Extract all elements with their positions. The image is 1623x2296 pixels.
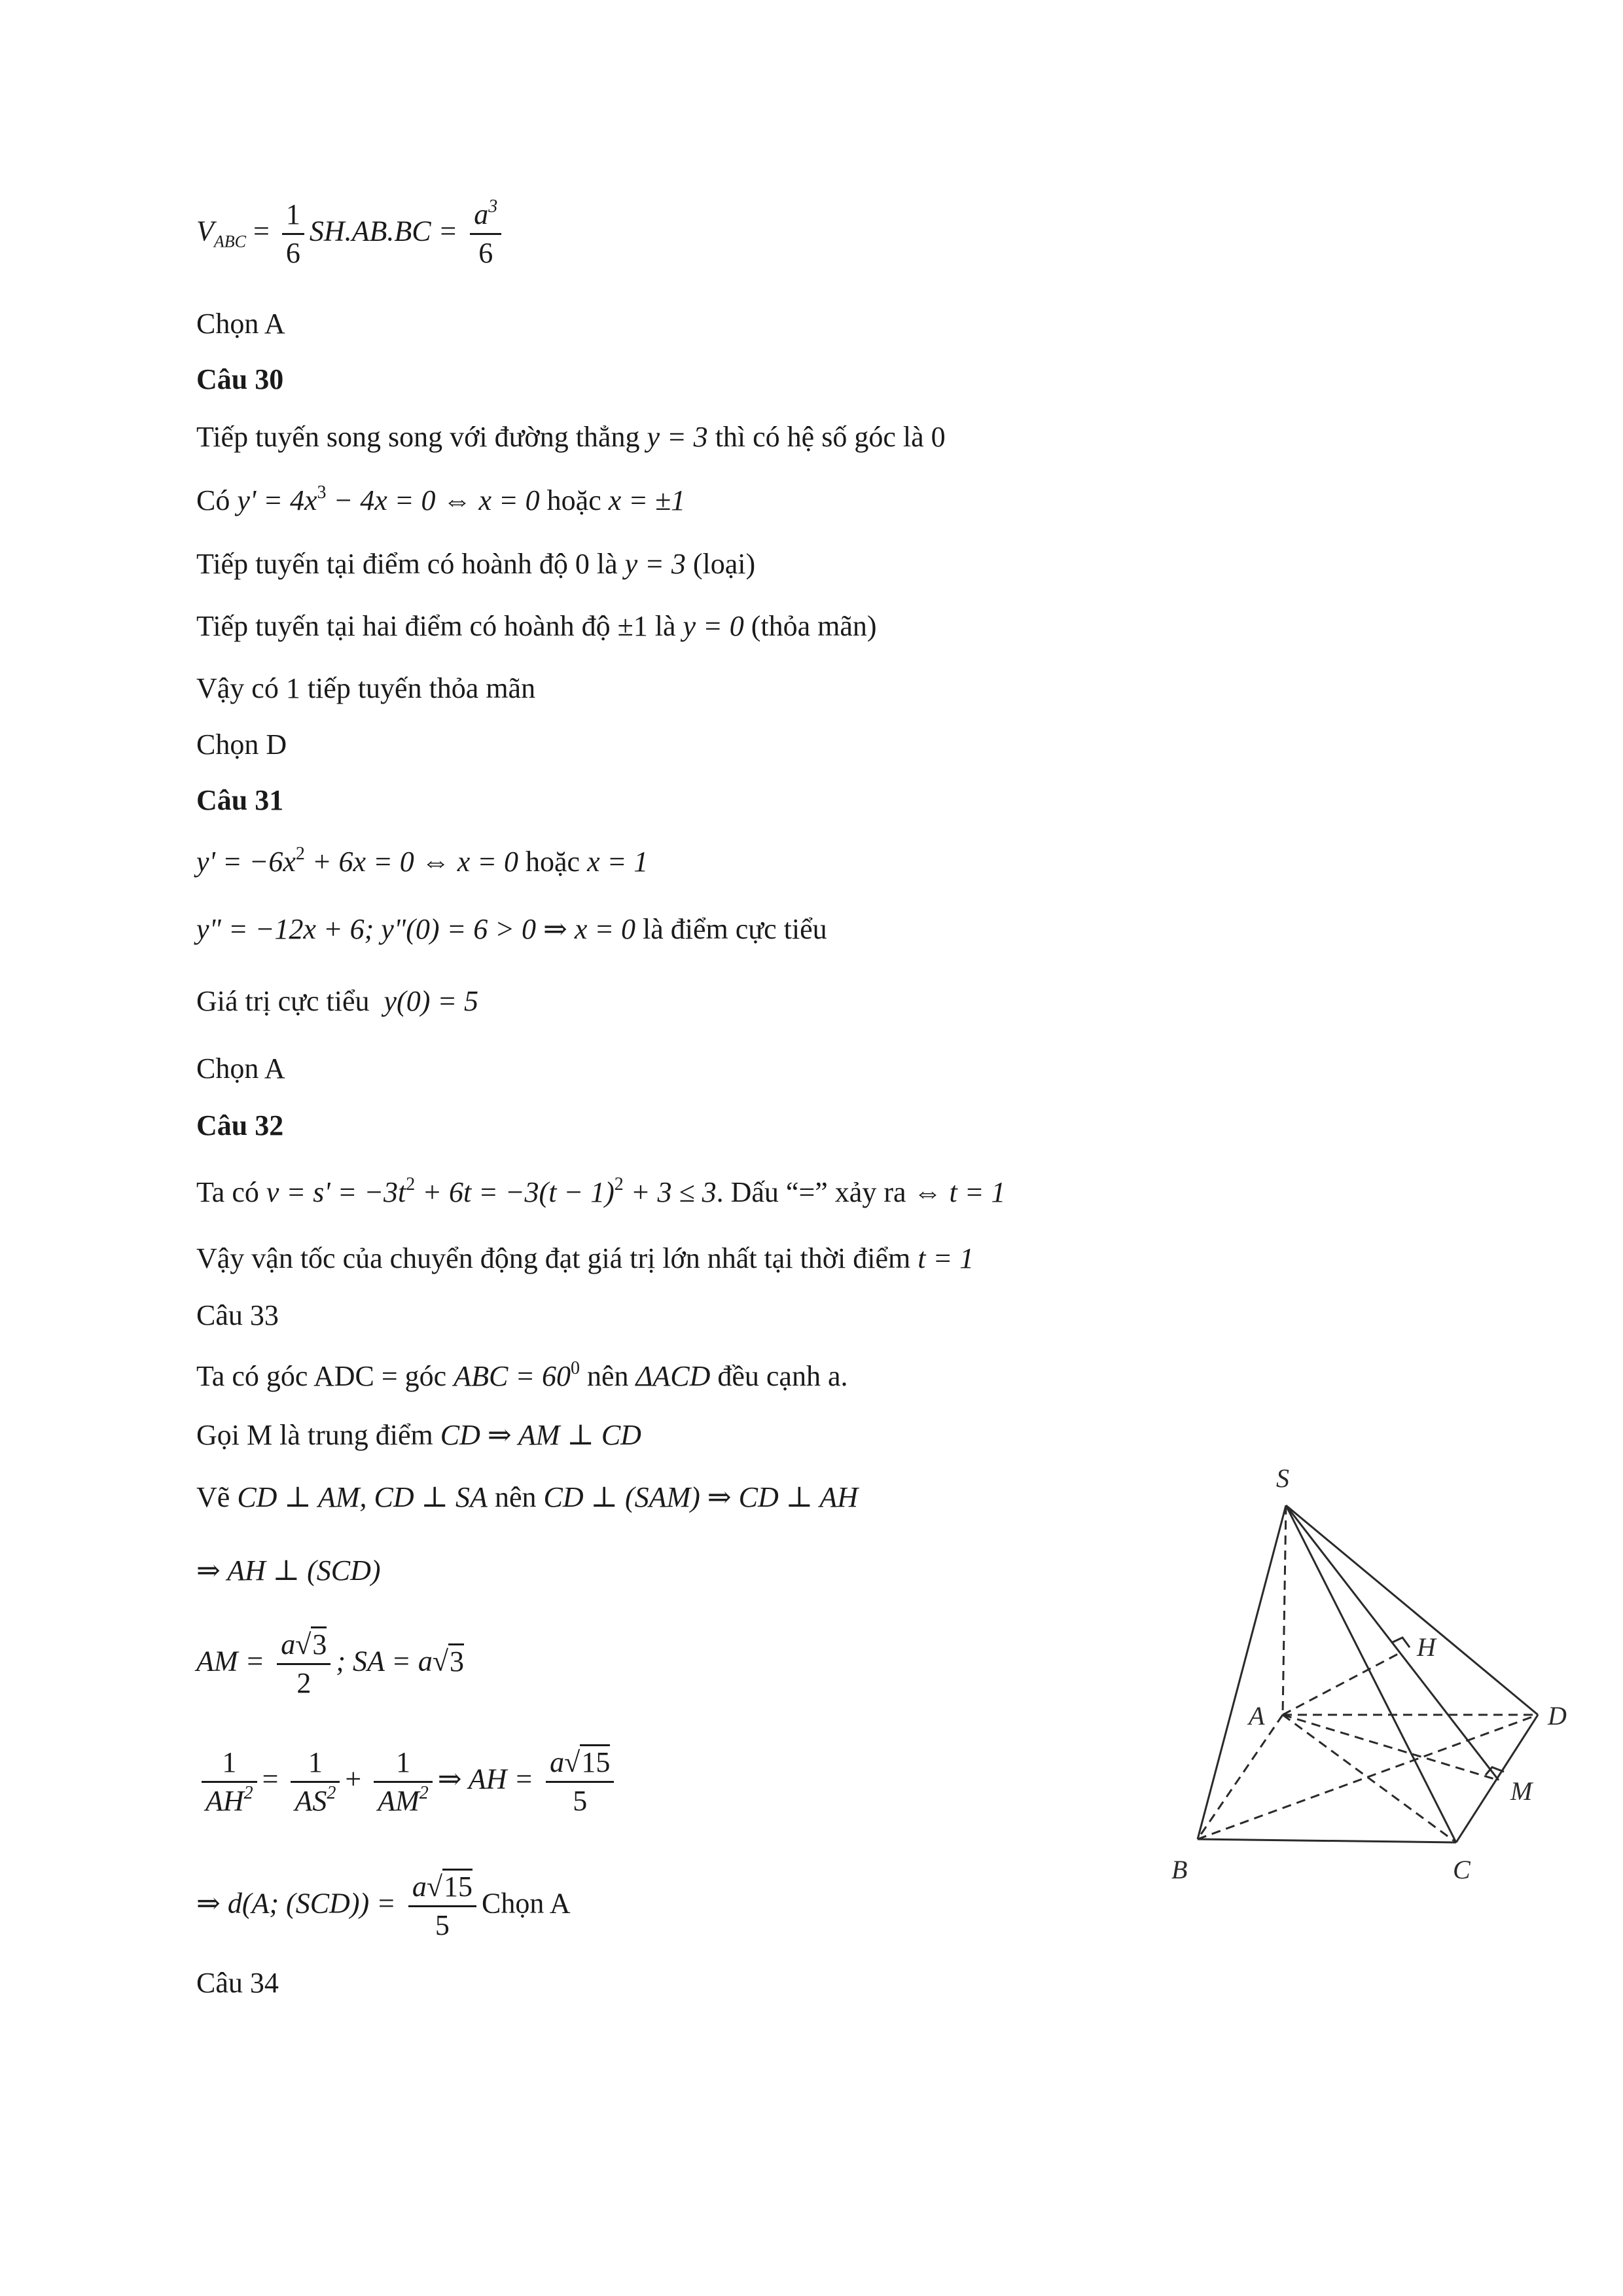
question-heading-30: Câu 30 (196, 363, 284, 395)
question-heading-32: Câu 32 (196, 1109, 284, 1141)
question-heading-34: Câu 34 (196, 1967, 279, 1999)
formula-line: ⇒ d(A; (SCD)) = $\frac{a√15}{5}$ Chọn A (196, 1869, 571, 1944)
label-B: B (1171, 1855, 1188, 1884)
hidden-edges (1198, 1505, 1538, 1842)
formula-subscript: ABC (213, 232, 246, 251)
text-line: Giá trị cực tiểu y(0) = 5 (196, 985, 479, 1017)
fraction: $\frac{a^3}{6}$ (470, 196, 501, 272)
pyramid-figure (1152, 1446, 1610, 1892)
edge-AM (1283, 1715, 1499, 1780)
volume-formula (196, 196, 507, 272)
fraction: $\frac{1}{AM^2}$ (374, 1744, 433, 1820)
edge-SB (1198, 1505, 1286, 1839)
answer-line: Chọn A (196, 1052, 285, 1085)
text-line: Có $y' = 4x^3 - 4x = 0$ ⇔ x = 0 hoặc x = ±1 (196, 482, 686, 516)
edge-AB (1198, 1715, 1283, 1839)
label-D: D (1548, 1701, 1567, 1731)
text-line: Gọi M là trung điểm CD ⇒ AM ⊥ CD (196, 1419, 641, 1451)
text-line: $y' = -6x^2 + 6x = 0$ ⇔ x = 0 hoặc x = 1 (196, 844, 649, 878)
text-line: y" = −12x + 6; y"(0) = 6 > 0 ⇒ x = 0 là điểm cực tiểu (196, 913, 827, 945)
edge-BC (1198, 1839, 1456, 1842)
fraction: $\frac{1}{AH^2}$ (202, 1744, 257, 1820)
formula-line: AM = $\frac{a√3}{2}$ ; SA = a√3 (196, 1626, 464, 1702)
edge-SA (1283, 1505, 1286, 1715)
label-S: S (1276, 1463, 1289, 1493)
text-line: Vẽ CD ⊥ AM, CD ⊥ SA nên CD ⊥ (SAM) ⇒ CD ⊥ AH (196, 1481, 859, 1513)
text-line: Tiếp tuyến tại điểm có hoành độ 0 là y = 3 (loại) (196, 548, 756, 580)
formula-text: SH.AB.BC = (309, 215, 458, 247)
formula-line: $\frac{1}{AH^2}$ = $\frac{1}{AS^2}$ + $\frac{1}{AM^2}$ ⇒ AH = $\frac{a√15}{5}$ (196, 1744, 619, 1820)
label-C: C (1453, 1855, 1471, 1884)
question-heading-33: Câu 33 (196, 1299, 279, 1331)
formula-text: = (253, 215, 270, 247)
fraction: $\frac{a√15}{5}$ (408, 1869, 476, 1944)
text-line: Tiếp tuyến song song với đường thẳng y = 3 thì có hệ số góc là 0 (196, 421, 946, 453)
text-line: Vậy có 1 tiếp tuyến thỏa mãn (196, 672, 536, 704)
fraction: $\frac{a√15}{5}$ (546, 1744, 614, 1820)
question-heading-31: Câu 31 (196, 784, 284, 816)
formula-text: V (196, 215, 214, 247)
label-M: M (1510, 1776, 1533, 1806)
text-line: ⇒ AH ⊥ (SCD) (196, 1554, 381, 1587)
label-A: A (1249, 1701, 1265, 1731)
text-line: Vậy vận tốc của chuyển động đạt giá trị lớn nhất tại thời điểm t = 1 (196, 1242, 974, 1274)
text-line: Tiếp tuyến tại hai điểm có hoành độ ±1 là y = 0 (thỏa mãn) (196, 610, 877, 642)
answer-line: Chọn D (196, 728, 287, 761)
edge-SD (1286, 1505, 1538, 1715)
edge-AH (1283, 1653, 1400, 1715)
figure-labels (1171, 1463, 1567, 1884)
edge-SC (1286, 1505, 1456, 1842)
answer-line: Chọn A (196, 308, 285, 340)
fraction: $\frac{1}{AS^2}$ (291, 1744, 340, 1820)
text-line: Ta có $v = s' = -3t^2 + 6t = -3(t - 1)^2 + 3 \le 3$. Dấu “=” xảy ra ⇔ t = 1 (196, 1174, 1006, 1208)
fraction: $\frac{a√3}{2}$ (277, 1626, 330, 1702)
edge-AC (1283, 1715, 1456, 1842)
text-line: Ta có góc ADC = góc ABC = $60^0$ nên ΔACD đều cạnh a. (196, 1358, 848, 1392)
figure-lines (1198, 1505, 1538, 1842)
fraction: $\frac{1}{6}$ (282, 196, 304, 272)
label-H: H (1417, 1632, 1436, 1662)
